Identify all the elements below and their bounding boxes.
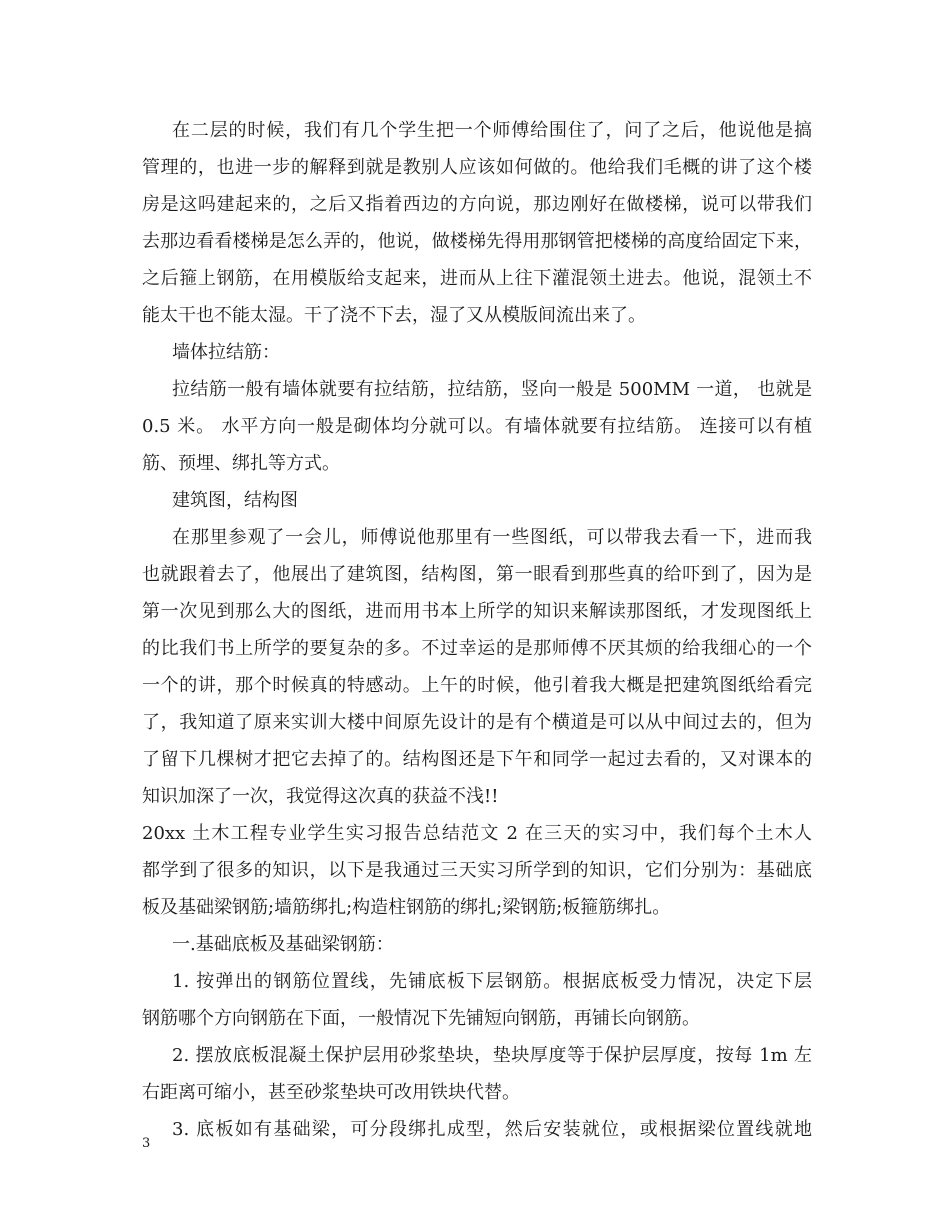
- text-line: 1. 按弹出的钢筋位置线，先铺底板下层钢筋。根据底板受力情况，决定下层: [172, 971, 812, 992]
- text-line: 了留下几棵树才把它去掉了的。结构图还是下午和同学一起过去看的，又对课本的: [142, 749, 812, 770]
- text-line: 0.5 米。 水平方向一般是砌体均分就可以。有墙体就要有拉结筋。 连接可以有植: [142, 416, 812, 437]
- text-line: 一个的讲，那个时候真的特感动。上午的时候，他引着我大概是把建筑图纸给看完: [142, 675, 812, 696]
- text-line: 知识加深了一次，我觉得这次真的获益不浅!!: [142, 786, 499, 807]
- text-line: 之后箍上钢筋，在用模版给支起来，进而从上往下灌混领土进去。他说，混领土不: [142, 268, 812, 289]
- text-line: 拉结筋一般有墙体就要有拉结筋，拉结筋，竖向一般是 500MM 一道， 也就是: [172, 379, 812, 400]
- text-line: 在二层的时候，我们有几个学生把一个师傅给围住了，问了之后，他说他是搞: [172, 120, 812, 141]
- text-line: 在那里参观了一会儿，师傅说他那里有一些图纸，可以带我去看一下，进而我: [172, 527, 812, 548]
- text-line: 去那边看看楼梯是怎么弄的，他说，做楼梯先得用那钢管把楼梯的高度给固定下来，: [142, 231, 812, 252]
- section-heading: 一.基础底板及基础梁钢筋：: [172, 934, 394, 955]
- page-number: 3: [142, 1136, 151, 1151]
- text-line: 了，我知道了原来实训大楼中间原先设计的是有个横道是可以从中间过去的，但为: [142, 712, 812, 733]
- text-line: 也就跟着去了，他展出了建筑图，结构图，第一眼看到那些真的给吓到了，因为是: [142, 564, 812, 585]
- text-line: 管理的，也进一步的解释到就是教别人应该如何做的。他给我们毛概的讲了这个楼: [142, 157, 812, 178]
- text-line: 3. 底板如有基础梁，可分段绑扎成型，然后安装就位，或根据梁位置线就地: [172, 1119, 812, 1140]
- text-line: 板及基础梁钢筋;墙筋绑扎;构造柱钢筋的绑扎;梁钢筋;板箍筋绑扎。: [142, 897, 671, 918]
- text-line: 都学到了很多的知识，以下是我通过三天实习所学到的知识，它们分别为：基础底: [142, 860, 812, 881]
- section-heading: 建筑图，结构图: [172, 490, 298, 511]
- text-line: 房是这吗建起来的，之后又指着西边的方向说，那边刚好在做楼梯，说可以带我们: [142, 194, 812, 215]
- text-line: 筋、预埋、绑扎等方式。: [142, 453, 340, 474]
- text-line: 能太干也不能太湿。干了浇不下去，湿了又从模版间流出来了。: [142, 305, 646, 326]
- text-line: 钢筋哪个方向钢筋在下面，一般情况下先铺短向钢筋，再铺长向钢筋。: [142, 1008, 700, 1029]
- text-line: 20xx 土木工程专业学生实习报告总结范文 2 在三天的实习中，我们每个土木人: [142, 823, 812, 844]
- text-line: 的比我们书上所学的要复杂的多。不过幸运的是那师傅不厌其烦的给我细心的一个: [142, 638, 812, 659]
- text-line: 右距离可缩小，甚至砂浆垫块可改用铁块代替。: [142, 1082, 520, 1103]
- text-line: 第一次见到那么大的图纸，进而用书本上所学的知识来解读那图纸，才发现图纸上: [142, 601, 812, 622]
- text-line: 2. 摆放底板混凝土保护层用砂浆垫块，垫块厚度等于保护层厚度，按每 1m 左: [172, 1045, 812, 1066]
- section-heading: 墙体拉结筋：: [172, 342, 280, 363]
- document-body: [142, 112, 812, 1148]
